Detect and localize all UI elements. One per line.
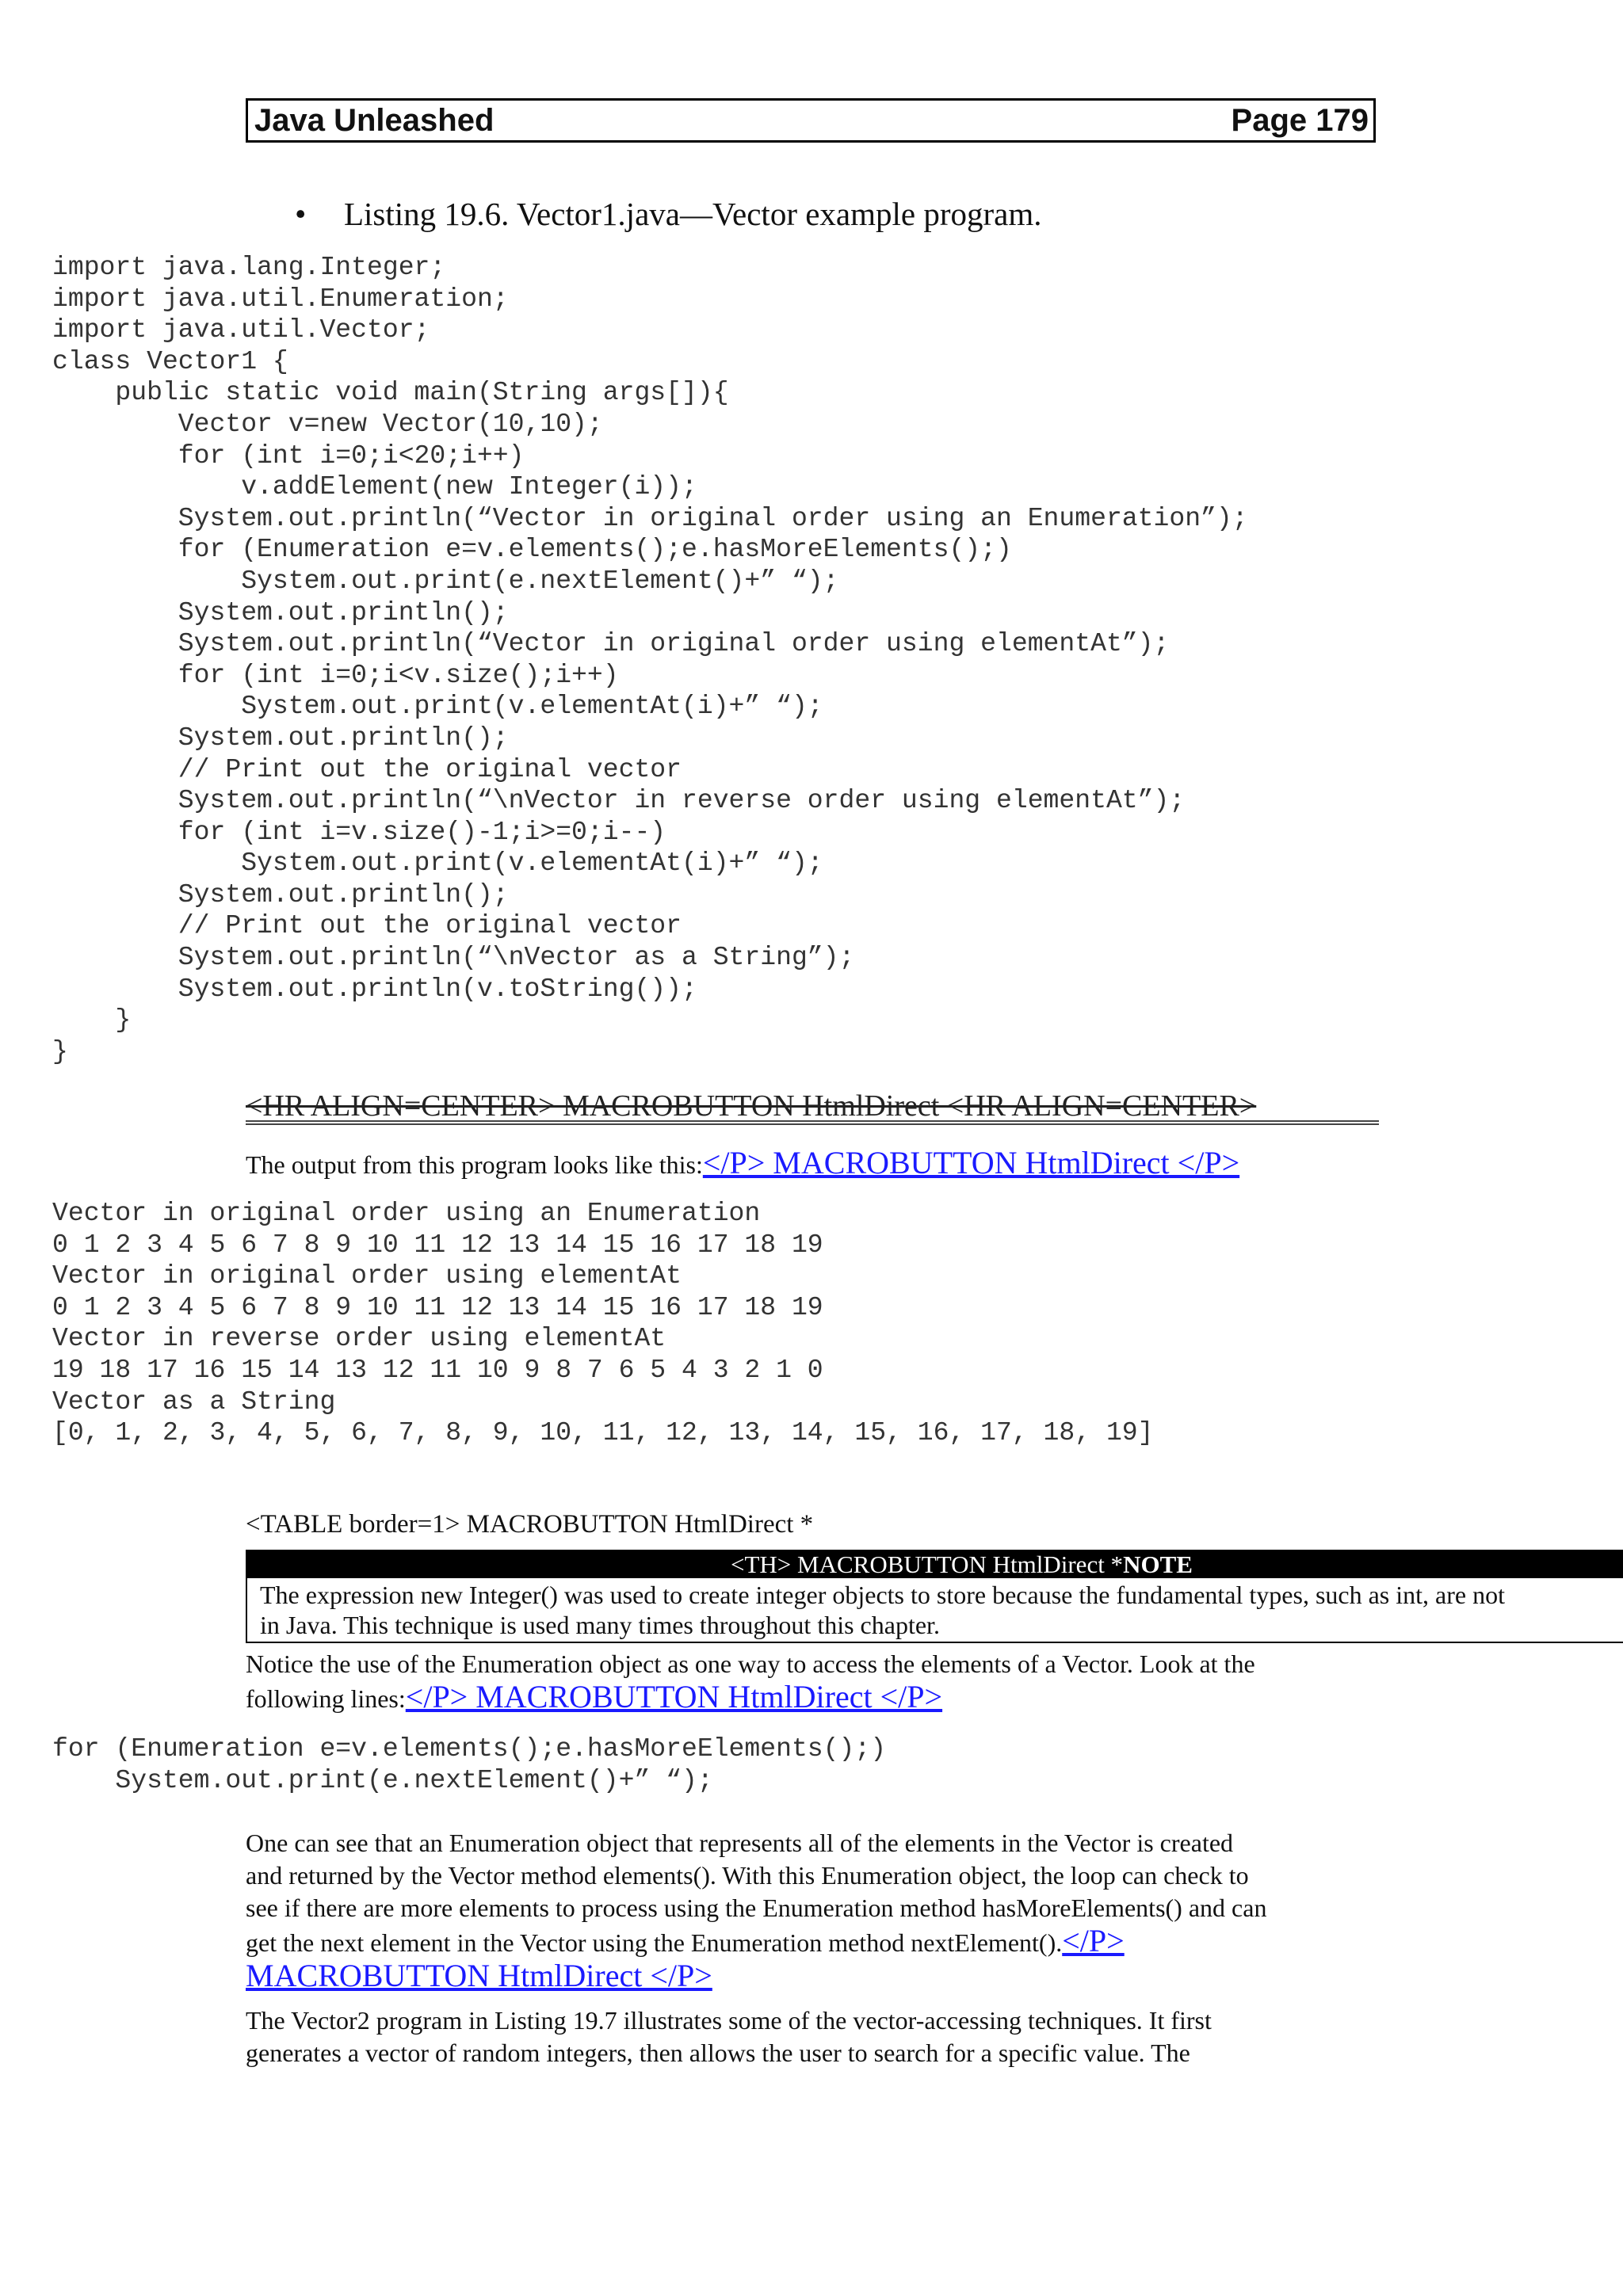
vector2-paragraph <box>246 2004 1212 2069</box>
listing-caption <box>295 195 1042 233</box>
horizontal-rule <box>246 1120 1379 1125</box>
code-listing: import java.lang.Integer; import java.util.Enumeration; import java.util.Vector; class Vector1 { public static void main(String args[]){ Vector v=new Vector(10,10); for (int i=0;i<20;i++) v.addElement(new Integer(i)); System.out.println(“Vector in original order using an Enumeration”); for (Enumeration e=v.elements();e.hasMoreElements();) System.out.print(e.nextElement()+” “); System.out.println(); System.out.println(“Vector in original order using elementAt”); for (int i=0;i<v.size();i++) System.out.print(v.elementAt(i)+” “); System.out.println(); // Print out the original vector System.out.println(“\nVector in reverse order using elementAt”); for (int i=v.size()-1;i>=0;i--) System.out.print(v.elementAt(i)+” “); System.out.println(); // Print out the original vector System.out.println(“\nVector as a String”); System.out.println(v.toString()); } } <box>52 252 1248 1066</box>
paragraph-line: Notice the use of the Enumeration object as one way to access the elements of a Vector. Look at the <box>246 1650 1255 1678</box>
paragraph-line: following lines: <box>246 1684 406 1713</box>
output-intro-text: The output from this program looks like this: <box>246 1150 703 1179</box>
macrobutton-link[interactable]: </P> MACROBUTTON HtmlDirect </P> <box>405 1679 943 1714</box>
note-table <box>246 1550 1623 1643</box>
notice-paragraph <box>246 1648 1255 1715</box>
paragraph-line: The Vector2 program in Listing 19.7 illustrates some of the vector-accessing techniques. It first <box>246 2006 1212 2035</box>
note-line: in Java. This technique is used many times throughout this chapter. <box>260 1611 940 1639</box>
macrobutton-link[interactable]: </P> <box>1062 1923 1125 1958</box>
page-number: Page 179 <box>1231 102 1369 138</box>
paragraph-line: and returned by the Vector method elements(). With this Enumeration object, the loop can check to <box>246 1861 1249 1890</box>
note-header-macro: <TH> MACROBUTTON HtmlDirect * <box>731 1550 1124 1578</box>
note-header <box>247 1551 1623 1578</box>
program-output: Vector in original order using an Enumeration 0 1 2 3 4 5 6 7 8 9 10 11 12 13 14 15 16 17 18 19 Vector in original order using elementAt 0 1 2 3 4 5 6 7 8 9 10 11 12 13 14 15 16 17 18 19 Vector in reverse order using elementAt 19 18 17 16 15 14 13 12 11 10 9 8 7 6 5 4 3 2 1 0 Vector as a String [0, 1, 2, 3, 4, 5, 6, 7, 8, 9, 10, 11, 12, 13, 14, 15, 16, 17, 18, 19] <box>52 1198 1154 1448</box>
note-body <box>247 1578 1623 1640</box>
note-label: NOTE <box>1123 1550 1193 1578</box>
paragraph-line: One can see that an Enumeration object that represents all of the elements in the Vector is created <box>246 1829 1234 1857</box>
bullet-icon: • <box>295 196 307 232</box>
macrobutton-link[interactable]: </P> MACROBUTTON HtmlDirect </P> <box>702 1145 1240 1180</box>
code-snippet: for (Enumeration e=v.elements();e.hasMoreElements();) System.out.print(e.nextElement()+” “); <box>52 1733 887 1795</box>
listing-title: Listing 19.6. Vector1.java—Vector example program. <box>344 196 1042 232</box>
paragraph-line: see if there are more elements to process using the Enumeration method hasMoreElements() and can <box>246 1894 1267 1922</box>
output-intro <box>246 1146 1239 1181</box>
paragraph-line: generates a vector of random integers, then allows the user to search for a specific value. The <box>246 2039 1190 2067</box>
page-header <box>246 98 1376 143</box>
macrobutton-link[interactable]: MACROBUTTON HtmlDirect </P> <box>246 1958 712 1993</box>
note-line: The expression new Integer() was used to create integer objects to store because the fundamental types, such as int, are not <box>260 1581 1505 1609</box>
book-title: Java Unleashed <box>254 102 495 138</box>
paragraph-line: get the next element in the Vector using the Enumeration method nextElement(). <box>246 1928 1063 1957</box>
table-macro: <TABLE border=1> MACROBUTTON HtmlDirect * <box>246 1510 814 1539</box>
hr-macro: <HR ALIGN=CENTER> MACROBUTTON HtmlDirect <HR ALIGN=CENTER> <box>246 1089 1257 1123</box>
explain-paragraph <box>246 1827 1266 1994</box>
